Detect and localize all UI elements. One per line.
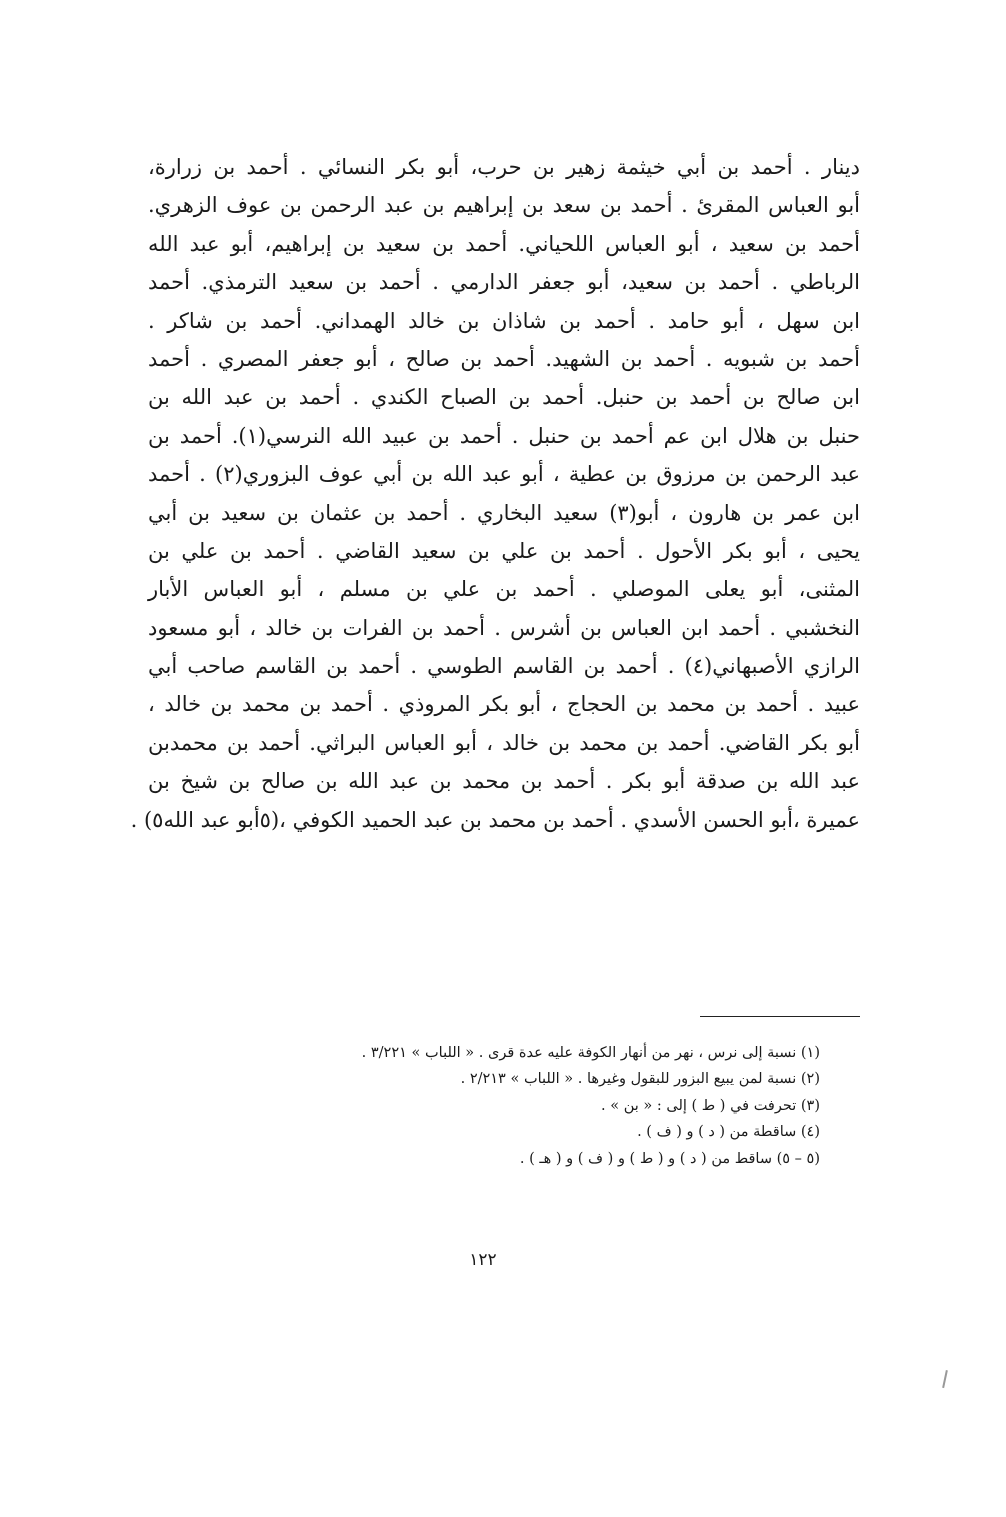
main-text-block (130, 148, 860, 839)
footnote: (٥ – ٥) ساقط من ( د ) و ( ط ) و ( ف ) و ( هـ ) . (519, 1150, 820, 1167)
text-line: دينار . أحمد بن أبي خيثمة زهير بن حرب، أبو بكر النسائي . أحمد بن زرارة، (148, 155, 860, 179)
text-line: عبد الرحمن بن مرزوق بن عطية ، أبو عبد الله بن أبي عوف البزوري(٢) . أحمد (148, 462, 860, 487)
text-line: أبو بكر القاضي. أحمد بن محمد بن خالد ، أبو العباس البراثي. أحمد بن محمدبن (148, 730, 860, 755)
text-line: ابن صالح بن أحمد بن حنبل. أحمد بن الصباح الكندي . أحمد بن عبد الله بن (148, 385, 860, 410)
text-line: عميرة ،أبو الحسن الأسدي . أحمد بن محمد بن عبد الحميد الكوفي ،(٥أبو عبد الله٥) . (130, 807, 860, 832)
text-line: ابن عمر بن هارون ، أبو(٣) سعيد البخاري . أحمد بن عثمان بن سعيد بن أبي (148, 500, 860, 525)
text-line: أبو العباس المقرئ . أحمد بن سعد بن إبراهيم بن عبد الرحمن بن عوف الزهري. (148, 193, 860, 218)
scan-mark (942, 1370, 947, 1388)
text-line: حنبل بن هلال ابن عم أحمد بن حنبل . أحمد بن عبيد الله النرسي(١). أحمد بن (148, 423, 860, 448)
text-line: عبيد . أحمد بن محمد بن الحجاج ، أبو بكر المروذي . أحمد بن محمد بن خالد ، (148, 692, 860, 717)
footnote: (٤) ساقطة من ( د ) و ( ف ) . (637, 1124, 820, 1141)
footnote: (٢) نسبة لمن يبيع البزور للبقول وغيرها . « اللباب » ٢/٢١٣ . (460, 1071, 820, 1088)
footnotes-block (280, 1040, 820, 1172)
footnote: (٣) تحرفت في ( ط ) إلى : « بن » . (601, 1097, 820, 1114)
text-line: المثنى، أبو يعلى الموصلي . أحمد بن علي بن مسلم ، أبو العباس الأبار (148, 577, 860, 602)
footnote: (١) نسبة إلى نرس ، نهر من أنهار الكوفة عليه عدة قرى . « اللباب » ٣/٢٢١ . (361, 1045, 820, 1061)
text-line: عبد الله بن صدقة أبو بكر . أحمد بن محمد بن عبد الله بن صالح بن شيخ بن (148, 769, 860, 794)
text-line: الرباطي . أحمد بن سعيد، أبو جعفر الدارمي . أحمد بن سعيد الترمذي. أحمد (148, 270, 860, 295)
text-line: الرازي الأصبهاني(٤) . أحمد بن القاسم الطوسي . أحمد بن القاسم صاحب أبي (148, 654, 860, 679)
text-line: ابن سهل ، أبو حامد . أحمد بن شاذان بن خالد الهمداني. أحمد بن شاكر . (148, 308, 860, 333)
footnote-separator (700, 1016, 860, 1017)
text-line: يحيى ، أبو بكر الأحول . أحمد بن علي بن سعيد القاضي . أحمد بن علي بن (148, 538, 860, 563)
text-line: النخشبي . أحمد ابن العباس بن أشرس . أحمد بن الفرات بن خالد ، أبو مسعود (148, 615, 860, 640)
text-line: أحمد بن شبويه . أحمد بن الشهيد. أحمد بن صالح ، أبو جعفر المصري . أحمد (148, 346, 860, 371)
page-number: ١٢٢ (469, 1250, 497, 1270)
text-line: أحمد بن سعيد ، أبو العباس اللحياني. أحمد بن سعيد بن إبراهيم، أبو عبد الله (148, 231, 860, 256)
